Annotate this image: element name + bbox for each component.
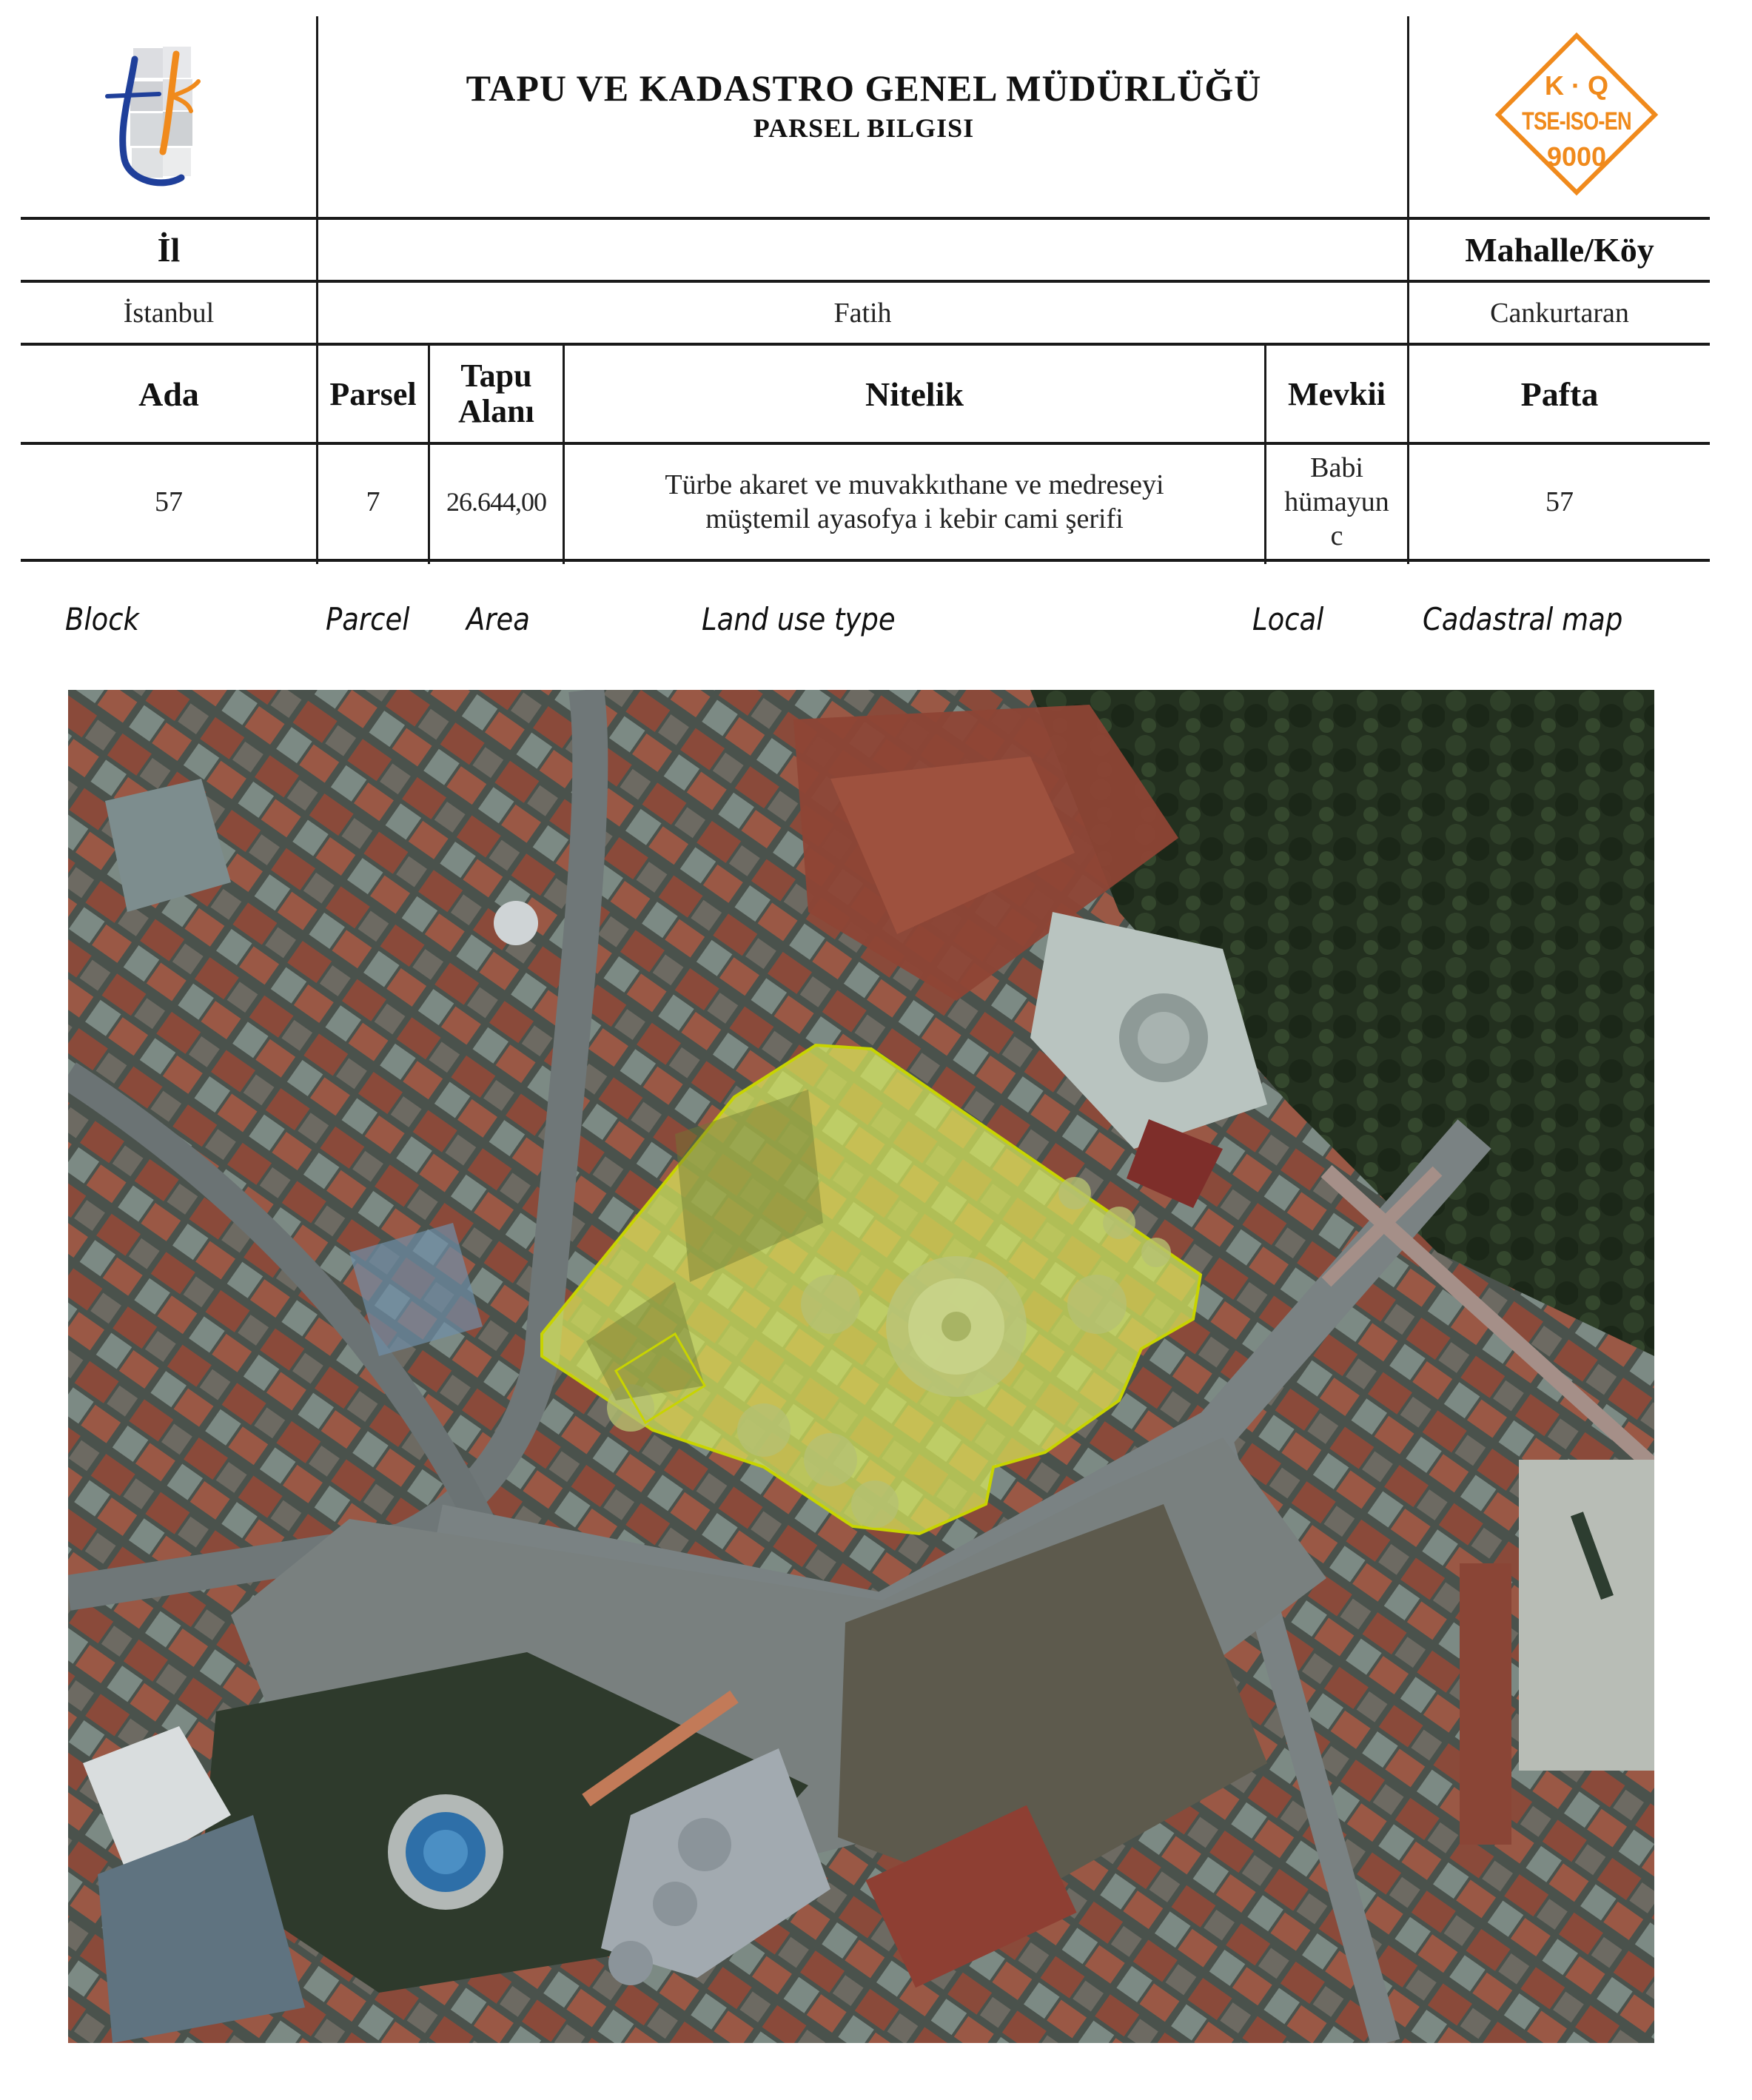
page-subtitle: PARSEL BILGISI [753,113,975,143]
mevkii-value-line1: Babi [1310,452,1363,483]
ada-value: 57 [155,486,183,517]
label-cadastral-map: Cadastral map [1423,601,1623,637]
tapu-alani-header-line2: Alanı [458,393,534,429]
nitelik-value-line2: müştemil ayasofya i kebir cami şerifi [705,503,1124,534]
label-parcel: Parcel [326,601,410,637]
satellite-map [68,690,1654,2043]
mevkii-value-line3: c [1330,520,1343,551]
parsel-header: Parsel [329,375,417,412]
page-title: TAPU VE KADASTRO GENEL MÜDÜRLÜĞÜ [466,67,1262,109]
quality-certificate-badge [1488,30,1665,200]
badge-line-2: TSE-ISO-EN [1522,107,1631,135]
mevkii-value-line2: hümayun [1284,486,1389,517]
tapu-alani-header-line1: Tapu [460,358,532,394]
nitelik-value-line1: Türbe akaret ve muvakkıthane ve medreseyi [665,469,1164,500]
badge-line-1: K · Q [1545,70,1608,101]
tkgm-logo-icon [89,41,222,189]
nitelik-value [565,445,1264,559]
satellite-map-image [68,690,1654,2043]
ilce-value: Fatih [833,297,892,329]
ilce-header [318,220,1407,280]
tapu-alani-header [430,346,563,442]
tkgm-logo [89,41,222,189]
il-header: İl [157,231,181,269]
label-land-use-type: Land use type [702,601,896,637]
label-local: Local [1252,601,1324,637]
pafta-header: Pafta [1520,375,1599,413]
mevkii-value [1266,445,1407,559]
divider [21,559,1710,562]
pafta-value: 57 [1545,486,1574,517]
tapu-alani-value: 26.644,00 [446,487,546,517]
label-block: Block [65,601,139,637]
mahalle-header: Mahalle/Köy [1465,231,1654,269]
ada-header: Ada [138,375,199,413]
nitelik-header: Nitelik [865,375,964,413]
mevkii-header: Mevkii [1288,375,1386,412]
il-value: İstanbul [123,297,215,329]
parsel-value: 7 [366,486,380,517]
badge-line-3: 9000 [1546,141,1607,172]
label-area: Area [466,601,530,637]
header-title-block [320,67,1408,144]
mahalle-value: Cankurtaran [1490,297,1629,329]
